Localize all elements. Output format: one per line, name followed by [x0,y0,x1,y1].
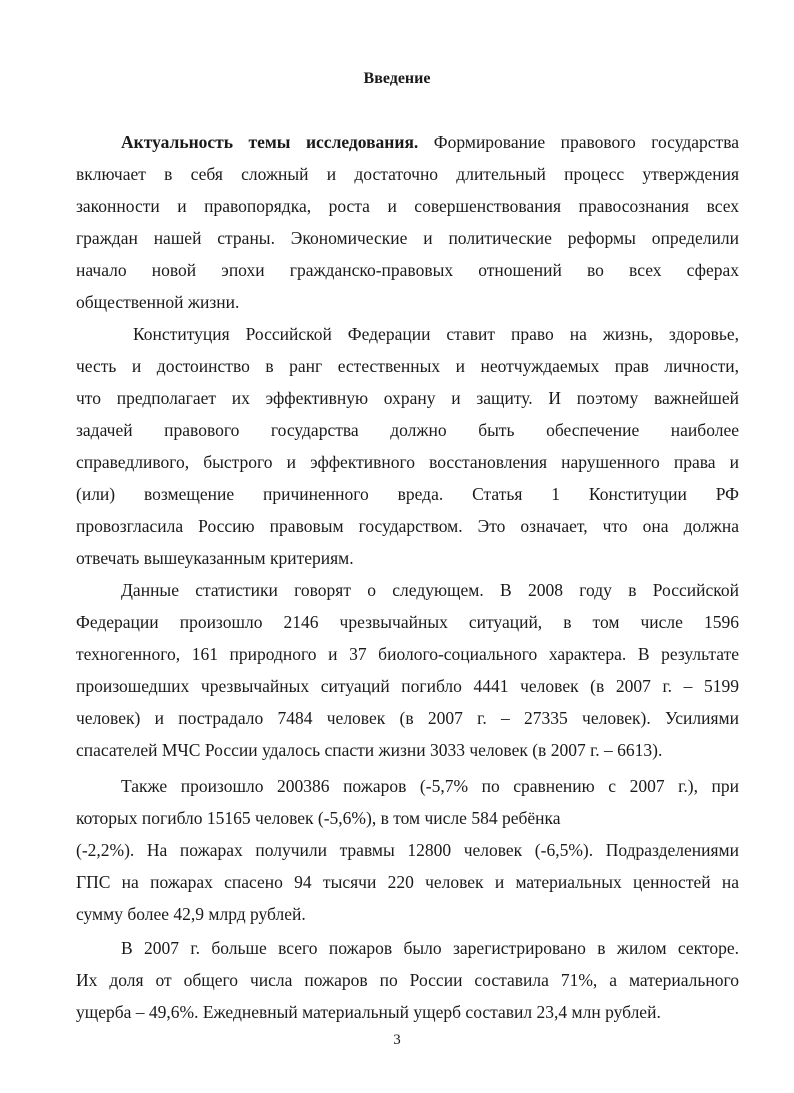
paragraph-line: включает в себя сложный и достаточно длительный процесс утверждения [76,164,739,184]
paragraph-line: что предполагает их эффективную охрану и защиту. И поэтому важнейшей [76,388,739,408]
paragraph-line: ущерба – 49,6%. Ежедневный материальный ущерб составил 23,4 млн рублей. [76,1002,661,1022]
paragraph-line: общественной жизни. [76,292,240,312]
paragraph-line: провозгласила Россию правовым государством. Это означает, что она должна [76,516,739,536]
paragraph-line: сумму более 42,9 млрд рублей. [76,904,306,924]
paragraph-line: честь и достоинство в ранг естественных и неотчуждаемых прав личности, [76,356,739,376]
section-lead: Актуальность темы исследования. [121,132,419,152]
paragraph-line: Конституция Российской Федерации ставит право на жизнь, здоровье, [133,324,739,344]
paragraph-line: техногенного, 161 природного и 37 биолого-социального характера. В результате [76,644,739,664]
paragraph-line: (или) возмещение причиненного вреда. Статья 1 Конституции РФ [76,484,739,504]
paragraph-line: ГПС на пожарах спасено 94 тысячи 220 человек и материальных ценностей на [76,872,739,892]
paragraph-line: произошедших чрезвычайных ситуаций погибло 4441 человек (в 2007 г. – 5199 [76,676,739,696]
paragraph-line: отвечать вышеуказанным критериям. [76,548,354,568]
paragraph-line: Данные статистики говорят о следующем. В 2008 году в Российской [121,580,739,600]
paragraph-line: законности и правопорядка, роста и совершенствования правосознания всех [76,196,739,216]
paragraph-text: Формирование правового государства [418,132,739,152]
paragraph-line: В 2007 г. больше всего пожаров было зарегистрировано в жилом секторе. [121,938,739,958]
paragraph-line [121,130,739,154]
paragraph-line: Также произошло 200386 пожаров (-5,7% по сравнению с 2007 г.), при [121,776,739,796]
paragraph-line: Федерации произошло 2146 чрезвычайных ситуаций, в том числе 1596 [76,612,739,632]
paragraph-line: задачей правового государства должно быть обеспечение наиболее [76,420,739,440]
paragraph-line: которых погибло 15165 человек (-5,6%), в том числе 584 ребёнка [76,808,561,828]
paragraph-line: человек) и пострадало 7484 человек (в 2007 г. – 27335 человек). Усилиями [76,708,739,728]
paragraph-line: спасателей МЧС России удалось спасти жизни 3033 человек (в 2007 г. – 6613). [76,740,663,760]
paragraph-line: справедливого, быстрого и эффективного восстановления нарушенного права и [76,452,739,472]
paragraph-line: Их доля от общего числа пожаров по России составила 71%, а материального [76,970,739,990]
paragraph-line: граждан нашей страны. Экономические и политические реформы определили [76,228,739,248]
paragraph-line: (-2,2%). На пожарах получили травмы 12800 человек (-6,5%). Подразделениями [76,840,739,860]
page-title: Введение [363,70,431,87]
paragraph-line: начало новой эпохи гражданско-правовых отношений во всех сферах [76,260,739,280]
page-number: 3 [393,1032,401,1048]
